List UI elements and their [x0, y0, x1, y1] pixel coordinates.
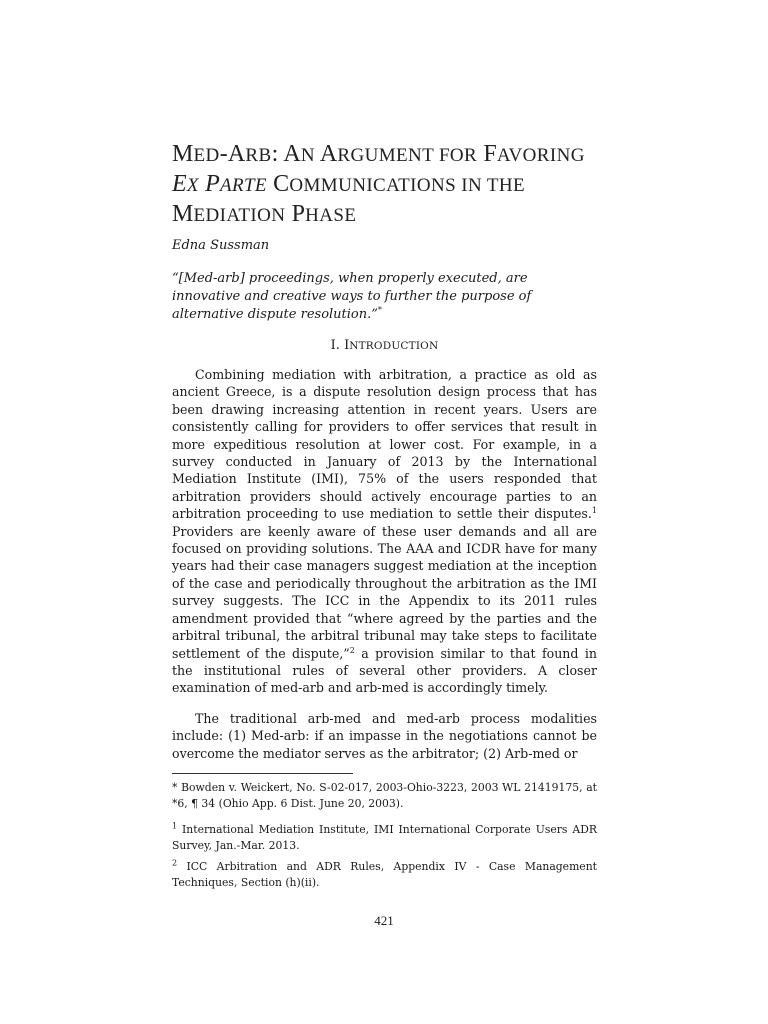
epigraph-quote	[172, 270, 597, 324]
footnote-divider	[172, 773, 353, 774]
title-text: HASE	[305, 205, 357, 226]
title-text: RB	[245, 145, 272, 166]
title-text: -A	[219, 141, 246, 167]
paragraph-text: a provision similar to that found in the institutional rules of several other providers. A closer examination of med-arb and arb-med is accordingly timely.	[172, 645, 597, 696]
footnote-marker: *	[377, 305, 382, 315]
footnote-ref-2: 2	[349, 645, 355, 655]
section-title: I	[344, 338, 350, 353]
title-line-1	[172, 141, 585, 167]
footnote-2	[172, 859, 597, 891]
title-text: F	[477, 141, 497, 167]
footnote-ref-1: 1	[591, 506, 597, 516]
section-title: NTRODUCTION	[349, 340, 439, 352]
title-text: P	[285, 201, 306, 227]
title-text: N	[300, 145, 315, 166]
footnote-star	[172, 780, 597, 812]
title-text: M	[172, 141, 194, 167]
title-text: EDIATION	[193, 205, 286, 226]
title-text: AVORING	[496, 145, 585, 166]
title-text: RGUMENT FOR	[337, 145, 478, 166]
title-text: P	[198, 171, 220, 197]
footnote-text: ICC Arbitration and ADR Rules, Appendix IV - Case Management Techniques, Section (h)(ii).	[172, 860, 597, 889]
title-text: ED	[193, 145, 220, 166]
section-numeral: I.	[330, 338, 340, 353]
article-title	[172, 140, 597, 230]
paragraph-text: Providers are keenly aware of these user demands and all are focused on providing solutions. The AAA and ICDR have for many years had their case managers suggest mediation at the inception of the case and periodically throughout the arbitration as the IMI survey suggests. The ICC in the Appendix to its 2011 rules amendment provided that “where agreed by the parties and the arbitral tribunal, the arbitral tribunal may take steps to facilitate settlement of the dispute,”	[172, 523, 597, 661]
title-text: X	[186, 175, 199, 196]
title-text: : A	[271, 141, 301, 167]
title-text: C	[266, 171, 290, 197]
body-paragraph-2: The traditional arb-med and med-arb process modalities include: (1) Med-arb: if an impasse in the negotiations cannot be overcome the mediator serves as the arbitrator; (2) Arb-med or	[172, 711, 597, 761]
epigraph-text: “[Med-arb] proceedings, when properly executed, are innovative and creative ways to further the purpose of alternative dispute resolution.”	[172, 271, 532, 322]
title-text: E	[172, 171, 187, 197]
footnote-text: International Mediation Institute, IMI International Corporate Users ADR Survey, Jan.-Mar. 2013.	[172, 823, 597, 852]
footnote-marker: 1	[172, 821, 178, 831]
title-line-2	[172, 171, 525, 197]
paragraph-text: Combining mediation with arbitration, a practice as old as ancient Greece, is a dispute resolution design process that has been drawing increasing attention in recent years. Users are consistently calling for providers to offer services that result in more expeditious resolution at lower cost. For example, in a survey conducted in January of 2013 by the International Mediation Institute (IMI), 75% of the users responded that arbitration providers should actively encourage parties to an arbitration proceeding to use mediation to settle their disputes.	[172, 367, 597, 522]
title-text: A	[314, 141, 338, 167]
footnote-marker: *	[172, 781, 178, 794]
title-line-3	[172, 201, 356, 227]
footnote-text: Bowden v. Weickert, No. S-02-017, 2003-Ohio-3223, 2003 WL 21419175, at *6, ¶ 34 (Ohio App. 6 Dist. June 20, 2003).	[172, 781, 597, 810]
footnote-marker: 2	[172, 858, 178, 868]
body-paragraph-1	[172, 366, 597, 697]
author-name: Edna Sussman	[172, 238, 270, 253]
title-text: ARTE	[219, 175, 267, 196]
title-text: OMMUNICATIONS IN THE	[289, 175, 526, 196]
page-number: 421	[374, 913, 394, 928]
title-text: M	[172, 201, 194, 227]
section-heading	[172, 337, 597, 355]
footnote-1	[172, 822, 597, 854]
